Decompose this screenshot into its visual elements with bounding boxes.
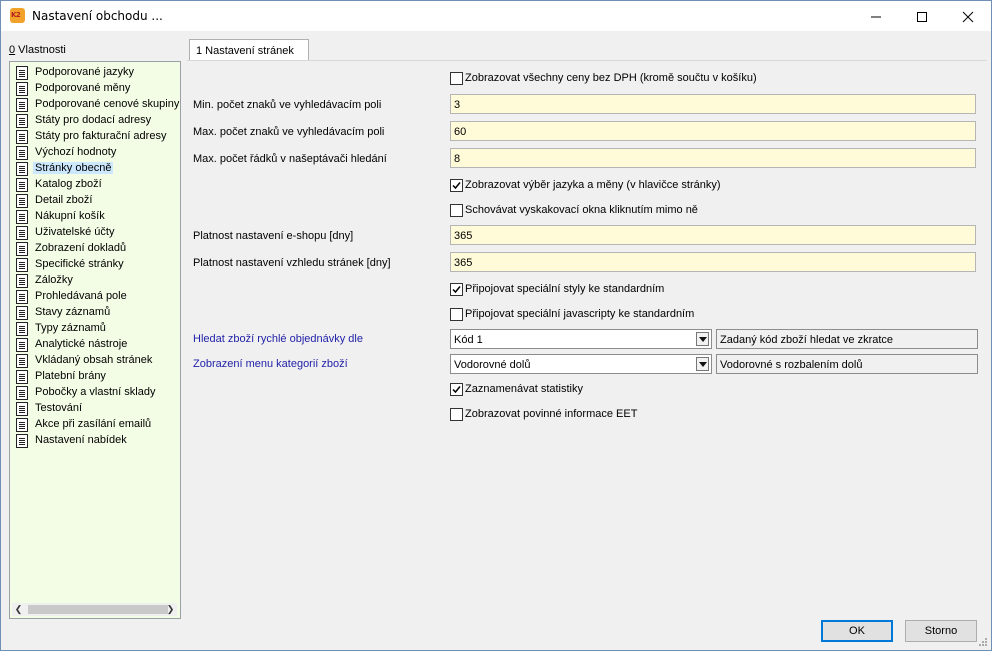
tree-item-label: Platební brány: [35, 370, 106, 382]
min-chars-value: 3: [454, 99, 461, 111]
tree-item-label: Podporované cenové skupiny: [35, 98, 180, 110]
quick-order-description-text: Zadaný kód zboží hledat ve zkratce: [720, 334, 894, 346]
tree-item[interactable]: [14, 81, 176, 97]
chevron-down-icon[interactable]: [696, 357, 709, 371]
validity-shop-label: Platnost nastavení e-shopu [dny]: [193, 230, 354, 242]
maximize-button[interactable]: [899, 1, 945, 31]
document-icon: [16, 434, 28, 448]
tree-item-label: Záložky: [35, 274, 73, 286]
checkbox-prices-without-vat[interactable]: [450, 71, 870, 87]
checkbox-box[interactable]: [450, 179, 463, 192]
tree-item[interactable]: [14, 337, 176, 353]
min-chars-input[interactable]: [450, 94, 976, 114]
checkbox-label: Připojovat speciální javascripty ke standardním: [465, 308, 695, 320]
category-menu-label[interactable]: Zobrazení menu kategorií zboží: [193, 358, 348, 370]
scroll-left-icon[interactable]: ❮: [14, 604, 23, 614]
scroll-right-icon[interactable]: ❯: [166, 604, 175, 614]
checkbox-box[interactable]: [450, 308, 463, 321]
tree-item-label: Státy pro dodací adresy: [35, 114, 152, 126]
checkbox-label: Zaznamenávat statistiky: [465, 383, 583, 395]
tree-item-label: Státy pro fakturační adresy: [35, 130, 167, 142]
tree-item[interactable]: [14, 401, 176, 417]
checkbox-label: Připojovat speciální styly ke standardním: [465, 283, 665, 295]
tree-item[interactable]: [14, 145, 176, 161]
tree-item-label: Výchozí hodnoty: [35, 146, 117, 158]
document-icon: [16, 290, 28, 304]
tree-item-label: Analytické nástroje: [35, 338, 128, 350]
minimize-icon: [870, 11, 882, 23]
category-menu-select[interactable]: [450, 354, 712, 374]
tree-item[interactable]: [14, 241, 176, 257]
document-icon: [16, 210, 28, 224]
tree-item[interactable]: [14, 129, 176, 145]
tree-item-label: Stránky obecně: [35, 162, 112, 174]
ok-button[interactable]: OK: [821, 620, 893, 642]
document-icon: [16, 402, 28, 416]
document-icon: [16, 82, 28, 96]
tree-item[interactable]: [14, 385, 176, 401]
validity-look-value: 365: [454, 257, 473, 269]
checkbox-box[interactable]: [450, 408, 463, 421]
max-chars-value: 60: [454, 126, 467, 138]
tree-item[interactable]: [14, 257, 176, 273]
checkbox-box[interactable]: [450, 72, 463, 85]
tree-item-label: Specifické stránky: [35, 258, 124, 270]
tree-item-label: Pobočky a vlastní sklady: [35, 386, 156, 398]
checkbox-box[interactable]: [450, 204, 463, 217]
validity-look-label: Platnost nastavení vzhledu stránek [dny]: [193, 257, 391, 269]
validity-look-input[interactable]: [450, 252, 976, 272]
checkbox-statistics[interactable]: [450, 382, 870, 398]
document-icon: [16, 194, 28, 208]
tree-item[interactable]: [14, 193, 176, 209]
tree-item-label: Podporované jazyky: [35, 66, 135, 78]
checkmark-icon: [452, 285, 461, 294]
tree-item[interactable]: [14, 97, 180, 113]
checkbox-label: Zobrazovat povinné informace EET: [465, 408, 638, 420]
max-chars-label: Max. počet znaků ve vyhledávacím poli: [193, 126, 385, 138]
close-button[interactable]: [945, 1, 991, 31]
checkmark-icon: [452, 385, 461, 394]
tree-item-label: Prohledávaná pole: [35, 290, 127, 302]
minimize-button[interactable]: [853, 1, 899, 31]
tree-item-label: Testování: [35, 402, 83, 414]
tree-item-label: Zobrazení dokladů: [35, 242, 127, 254]
tree-item[interactable]: [14, 177, 176, 193]
document-icon: [16, 322, 28, 336]
checkbox-eet[interactable]: [450, 407, 870, 423]
tree-item[interactable]: [14, 433, 176, 449]
document-icon: [16, 386, 28, 400]
tree-item-label: Typy záznamů: [35, 322, 106, 334]
document-icon: [16, 226, 28, 240]
document-icon: [16, 162, 28, 176]
properties-label-text: Vlastnosti: [15, 44, 66, 56]
cancel-button[interactable]: Storno: [905, 620, 977, 642]
tree-item[interactable]: [14, 417, 176, 433]
tree-item[interactable]: [14, 65, 176, 81]
chevron-down-icon[interactable]: [696, 332, 709, 346]
quick-order-description: [716, 329, 978, 349]
tree-item-label: Detail zboží: [35, 194, 93, 206]
document-icon: [16, 306, 28, 320]
tree-item[interactable]: [14, 353, 176, 369]
checkbox-label: Zobrazovat všechny ceny bez DPH (kromě součtu v košíku): [465, 72, 757, 84]
document-icon: [16, 130, 28, 144]
checkbox-box[interactable]: [450, 283, 463, 296]
category-menu-description-text: Vodorovné s rozbalením dolů: [720, 359, 863, 371]
validity-shop-input[interactable]: [450, 225, 976, 245]
document-icon: [16, 338, 28, 352]
tree-item-label: Vkládaný obsah stránek: [35, 354, 153, 366]
tree-item-label: Nákupní košík: [35, 210, 105, 222]
tree-item[interactable]: [14, 321, 176, 337]
tree-item[interactable]: [14, 209, 176, 225]
properties-label: [9, 44, 66, 56]
checkbox-language-currency[interactable]: [450, 178, 870, 194]
min-chars-label: Min. počet znaků ve vyhledávacím poli: [193, 99, 382, 111]
checkbox-special-styles[interactable]: [450, 282, 870, 298]
tree-item[interactable]: [14, 305, 176, 321]
tab-label: 1 Nastavení stránek: [196, 45, 294, 57]
checkmark-icon: [452, 181, 461, 190]
tree-item[interactable]: [14, 225, 176, 241]
max-rows-input[interactable]: [450, 148, 976, 168]
tree-item-label: Stavy záznamů: [35, 306, 111, 318]
quick-order-select[interactable]: [450, 329, 712, 349]
tree-item-label: Akce při zasílání emailů: [35, 418, 152, 430]
resize-grip-icon[interactable]: [978, 637, 988, 647]
category-menu-description: [716, 354, 978, 374]
checkbox-hide-popups[interactable]: [450, 203, 870, 219]
tree-item[interactable]: [14, 273, 176, 289]
checkbox-label: Zobrazovat výběr jazyka a měny (v hlavičce stránky): [465, 179, 721, 191]
tree-item-label: Nastavení nabídek: [35, 434, 127, 446]
tree-item-label: Podporované měny: [35, 82, 131, 94]
validity-shop-value: 365: [454, 230, 473, 242]
document-icon: [16, 354, 28, 368]
max-rows-value: 8: [454, 153, 461, 165]
checkbox-box[interactable]: [450, 383, 463, 396]
checkbox-label: Schovávat vyskakovací okna kliknutím mimo ně: [465, 204, 698, 216]
tree-item[interactable]: [14, 369, 176, 385]
quick-order-label[interactable]: Hledat zboží rychlé objednávky dle: [193, 333, 363, 345]
tree-item-label: Katalog zboží: [35, 178, 102, 190]
document-icon: [16, 370, 28, 384]
tab-page-settings[interactable]: [189, 39, 309, 61]
scrollbar-thumb[interactable]: [28, 605, 168, 614]
app-logo-icon: [10, 8, 25, 23]
document-icon: [16, 274, 28, 288]
category-menu-value: Vodorovné dolů: [454, 359, 531, 371]
document-icon: [16, 242, 28, 256]
document-icon: [16, 178, 28, 192]
document-icon: [16, 258, 28, 272]
close-icon: [962, 11, 974, 23]
quick-order-value: Kód 1: [454, 334, 483, 346]
document-icon: [16, 146, 28, 160]
document-icon: [16, 114, 28, 128]
tab-divider: [187, 60, 987, 61]
horizontal-scrollbar[interactable]: [12, 603, 177, 616]
document-icon: [16, 98, 28, 112]
properties-label-accel: 0: [9, 44, 16, 56]
tree-item[interactable]: [14, 289, 176, 305]
max-chars-input[interactable]: [450, 121, 976, 141]
tree-item-label: Uživatelské účty: [35, 226, 115, 238]
properties-tree[interactable]: [9, 61, 181, 619]
document-icon: [16, 418, 28, 432]
window-title: Nastavení obchodu ...: [32, 9, 163, 23]
max-rows-label: Max. počet řádků v našeptávači hledání: [193, 153, 387, 165]
tree-item[interactable]: [14, 113, 176, 129]
title-bar: [1, 1, 991, 31]
tree-item[interactable]: [14, 161, 176, 177]
maximize-icon: [916, 11, 928, 23]
document-icon: [16, 66, 28, 80]
checkbox-special-scripts[interactable]: [450, 307, 870, 323]
app-logo-text: K2: [11, 11, 21, 19]
